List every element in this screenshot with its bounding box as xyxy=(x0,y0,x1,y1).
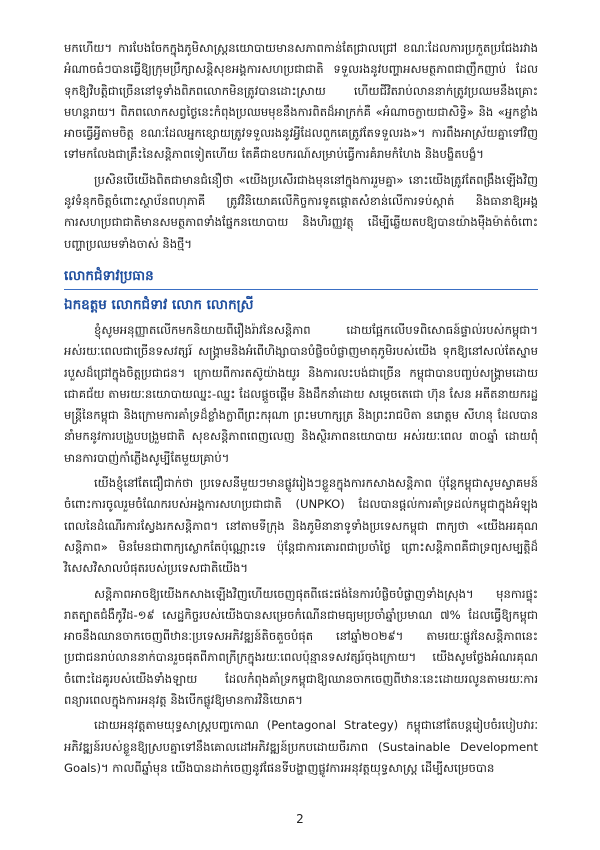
paragraph-multilateralism: ប្រសិនបើយើងពិតជាមានជំនឿថា «យើងប្រសើរជាងមុននៅក្នុងការរួមគ្នា» នោះយើងត្រូវតែពង្រឹងឡើងវិញនូវទំនុកចិត្តចំពោះស្ថាប័នពហុភាគី ត្រូវវិនិយោគលើកិច្ចការទូតផ្តោតសំខាន់លើការទប់ស្កាត់ និងធានាឱ្យអង្គការសហប្រជាជាតិមានសមត្ថភាពទាំងផ្នែកនយោបាយ និងហិរញ្ញវត្ថុ ដើម្បីឆ្លើយតបឱ្យបានយ៉ាងម៉ឺងម៉ាត់ចំពោះបញ្ហាប្រឈមទាំងចាស់ និងថ្មី។ xyxy=(64,172,538,251)
paragraph-economy: សន្តិភាពអាចឱ្យយើងកសាងឡើងវិញហើយចេញផុតពីផេះផង់នៃការបំផ្លិចបំផ្លាញទាំងស្រុង។ មុនការផ្ទុះរាតត្បាតជំងឺកូវីដ-១៩ សេដ្ឋកិច្ចរបស់យើងបានសម្រេចកំណើនជាមធ្យមប្រចាំឆ្នាំប្រមាណ ៧% ដែលធ្វើឱ្យកម្ពុជាអាចនឹងឈានចាកចេញពីឋានៈប្រទេសអភិវឌ្ឍន៍តិចតួចបំផុត នៅឆ្នាំ២០២៩។ តាមរយៈផ្លូវនៃសន្តិភាពនេះ ប្រជាជនរាប់លាននាក់បានរួចផុតពីភាពក្រីក្រក្នុងរយៈពេលប៉ុន្មានទសវត្សរ៍ចុងក្រោយ។ យើងសូមថ្លែងអំណរគុណចំពោះដៃគូរបស់យើងទាំងឡាយ ដែលកំពុងគាំទ្រកម្ពុជាឱ្យឈានចាកចេញពីឋានៈនេះដោយរលូនតាមរយៈការពន្យារពេលក្នុងការអនុវត្ត និងបើកផ្លូវឱ្យមានការវិនិយោគ។ xyxy=(64,586,538,708)
paragraph-pentagonal-strategy: ដោយអនុវត្តតាមយុទ្ធសាស្ត្របញ្ចកោណ (Pentagonal Strategy) កម្ពុជានៅតែបន្តរៀបចំរបៀបវារៈអភិវឌ្ឍន៍របស់ខ្លួនឱ្យស្របគ្នាទៅនឹងគោលដៅអភិវឌ្ឍន៍ប្រកបដោយចីរភាព (Sustainable Development Goals)។ កាលពីឆ្នាំមុន យើងបានដាក់ចេញនូវផែនទីបង្ហាញផ្លូវការអនុវត្តយុទ្ធសាស្ត្រ ដើម្បីសម្រេចបាន xyxy=(64,718,538,775)
section-heading-president: លោកជំទាវប្រធាន xyxy=(64,267,154,284)
paragraph-unpko: យើងខ្ញុំនៅតែជឿជាក់ថា ប្រទេសនីមួយៗមានផ្លូវរៀងៗខ្លួនក្នុងការកសាងសន្តិភាព ប៉ុន្តែកម្ពុជាសូមស្វាគមន៍ចំពោះការចូលរួមចំណែករបស់អង្គការសហប្រជាជាតិ (UNPKO) ដែលបានផ្តល់ការគាំទ្រដល់កម្ពុជាក្នុងអំឡុងពេលនៃដំណើរការស្វែងរកសន្តិភាព។ នៅតាមទីក្រុង និងភូមិនានាទូទាំងប្រទេសកម្ពុជា ពាក្យថា «យើងអរគុណសន្តិភាព» មិនមែនជាពាក្យស្លោកតែប៉ុណ្ណោះទេ ប៉ុន្តែជាការគោរពជាប្រចាំថ្ងៃ ព្រោះសន្តិភាពគឺជាទ្រព្យសម្បត្តិដ៏វិសេសវិសាលបំផុតរបស់ប្រទេសជាតិយើង។ xyxy=(64,476,538,576)
paragraph-cambodia-peace: ខ្ញុំសូមអនុញ្ញាតលើកមកនិយាយពីរឿងរ៉ាវនៃសន្តិភាព ដោយផ្អែកលើបទពិសោធន៍ផ្ទាល់របស់កម្ពុជា។ អស់រយៈពេលជាច្រើនទសវត្សរ៍ សង្គ្រាមនិងអំពើហិង្សាបានបំផ្លិចបំផ្លាញមាតុភូមិរបស់យើង ទុកឱ្យនៅសល់តែស្នាមរបួសដ៏ជ្រៅក្នុងចិត្តប្រជាជន។ ក្រោយពីការតស៊ូយ៉ាងយូរ និងការលះបង់ជាច្រើន កម្ពុជាបានបញ្ចប់សង្គ្រាមដោយជោគជ័យ តាមរយៈនយោបាយឈ្នះ-ឈ្នះ ដែលផ្តួចផ្តើម និងដឹកនាំដោយ សម្តេចតេជោ ហ៊ុន សែន អតីតនាយករដ្ឋមន្ត្រីនៃកម្ពុជា និងក្រោមការគាំទ្រដ៏ខ្លាំងក្លាពីព្រះករុណា ព្រះមហាក្សត្រ និងព្រះរាជបិតា នរោត្តម សីហនុ ដែលបាននាំមកនូវការបង្រួបបង្រួមជាតិ សុខសន្តិភាពពេញលេញ និងស្ថិរភាពនយោបាយ អស់រយៈពេល ៣០ឆ្នាំ ដោយពុំមានការបាញ់កាំភ្លើងសូម្បីតែមួយគ្រាប់។ xyxy=(64,322,538,465)
page-number: 2 xyxy=(296,812,304,826)
paragraph-continuation: មកហើយ។ ការបែងចែកក្នុងភូមិសាស្ត្រនយោបាយមានសភាពកាន់តែជ្រាលជ្រៅ ខណៈដែលការប្រកួតប្រជែងរវាងអំណាចធំៗបានធ្វើឱ្យក្រុមប្រឹក្សាសន្តិសុខអង្គការសហប្រជាជាតិ ទទួលរងនូវបញ្ហាអសមត្ថភាពជាញឹកញាប់ ដែលទុកឱ្យវិបត្តិជាច្រើននៅទូទាំងពិភពលោកមិនត្រូវបានដោះស្រាយ ហើយជីវិតរាប់លាននាក់ត្រូវប្រឈមនឹងគ្រោះមហន្តរាយ។ ពិភពលោកសព្វថ្ងៃនេះកំពុងប្រឈមមុខនឹងការពិតដ៏អាក្រក់គឺ «អំណាចក្លាយជាសិទ្ធិ» និង «អ្នកខ្លាំងអាចធ្វើអ្វីតាមចិត្ត ខណៈដែលអ្នកខ្សោយត្រូវទទួលរងនូវអ្វីដែលពួកគេត្រូវតែទទួលរង»។ ការពឹងអាស្រ័យគ្នាទៅវិញទៅមកលែងជាគ្រឹះនៃសន្តិភាពទៀតហើយ តែគឺជាឧបករណ៍សម្រាប់ធ្វើការគំរាមកំហែង និងបង្ខិតបង្ខំ។ xyxy=(64,41,538,162)
section-heading-excellencies: ឯកឧត្តម លោកជំទាវ លោក លោកស្រី xyxy=(64,296,254,313)
heading-divider xyxy=(64,289,538,290)
